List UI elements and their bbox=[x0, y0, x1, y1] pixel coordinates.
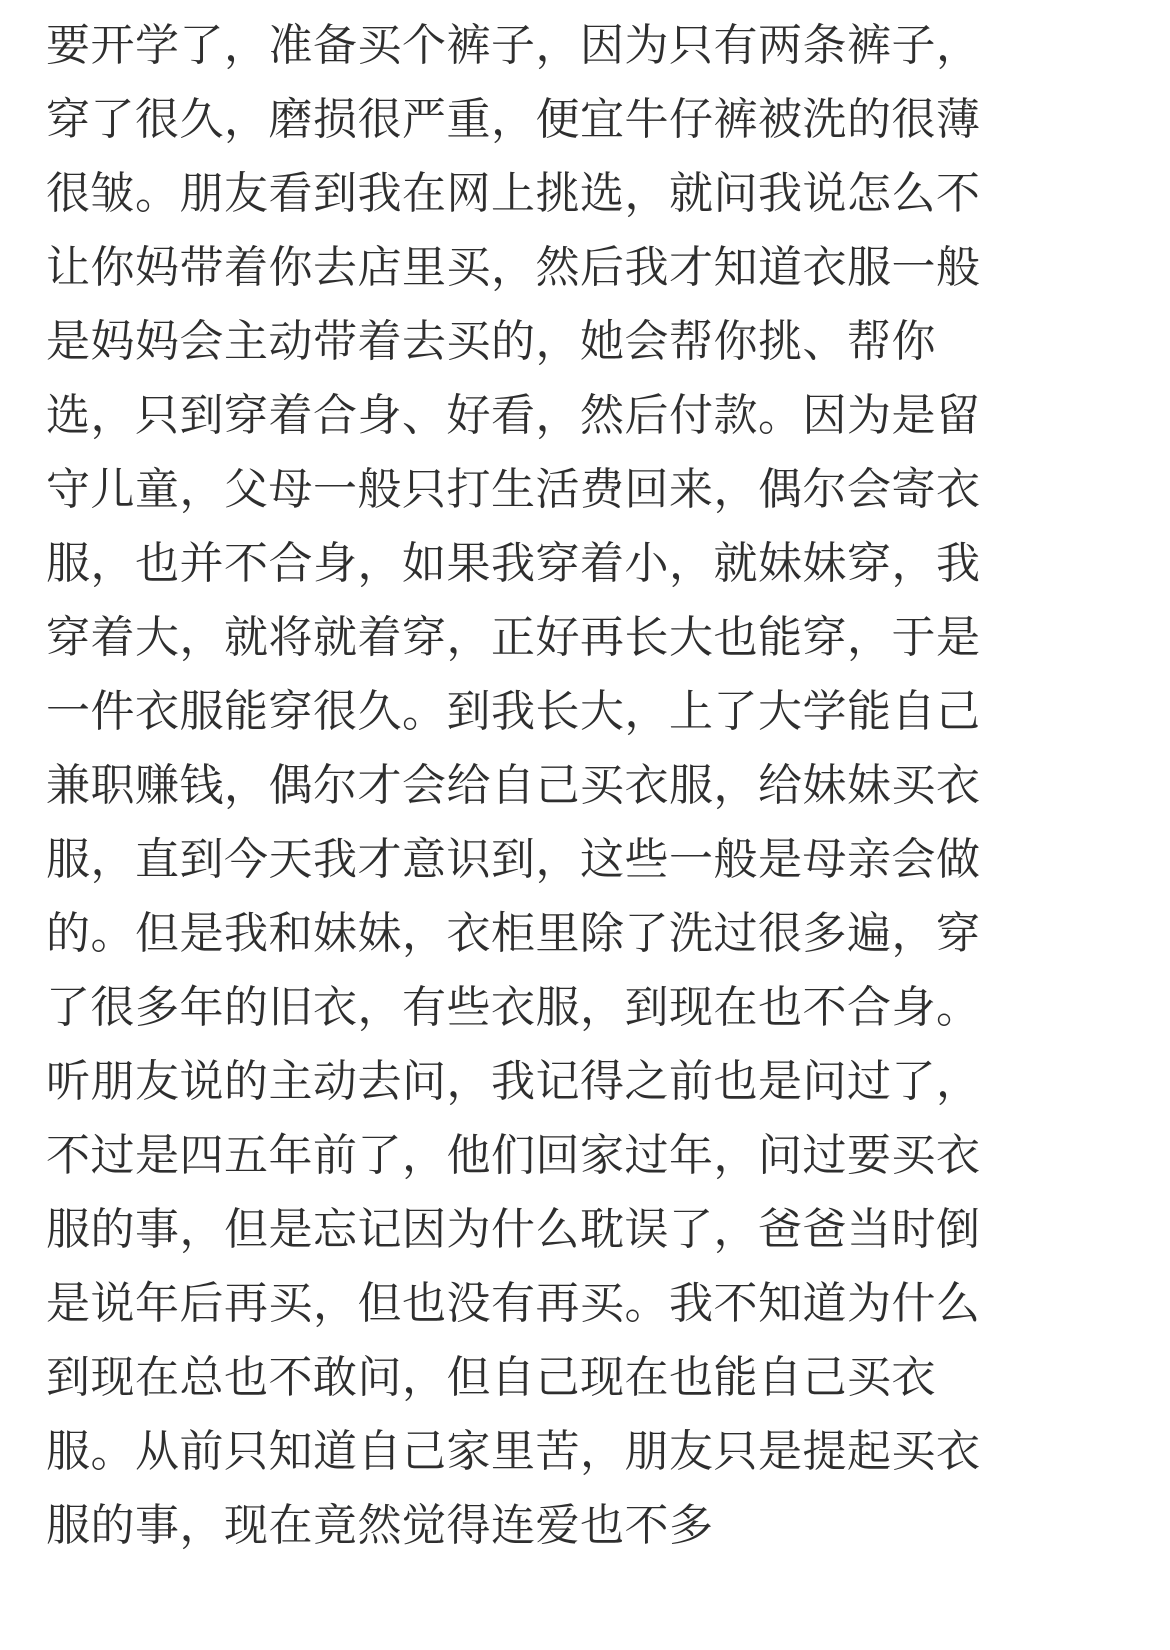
article-line: 服的事，但是忘记因为什么耽误了，爸爸当时倒 bbox=[46, 1204, 981, 1255]
article-line: 选，只到穿着合身、好看，然后付款。因为是留 bbox=[46, 390, 981, 441]
article-line: 是妈妈会主动带着去买的，她会帮你挑、帮你 bbox=[46, 316, 936, 367]
article-line: 让你妈带着你去店里买，然后我才知道衣服一般 bbox=[46, 242, 981, 293]
article-line: 服的事，现在竟然觉得连爱也不多 bbox=[46, 1500, 714, 1551]
article-line: 服，也并不合身，如果我穿着小，就妹妹穿，我 bbox=[46, 538, 981, 589]
article-line: 服，直到今天我才意识到，这些一般是母亲会做 bbox=[46, 834, 981, 885]
article-line: 了很多年的旧衣，有些衣服，到现在也不合身。 bbox=[46, 982, 981, 1033]
article-text bbox=[46, 0, 1136, 1563]
article-line: 到现在总也不敢问，但自己现在也能自己买衣 bbox=[46, 1352, 936, 1403]
article-line: 穿了很久，磨损很严重，便宜牛仔裤被洗的很薄 bbox=[46, 94, 981, 145]
article-line: 不过是四五年前了，他们回家过年，问过要买衣 bbox=[46, 1130, 981, 1181]
watermark-fade bbox=[750, 1588, 1080, 1642]
article-line: 听朋友说的主动去问，我记得之前也是问过了， bbox=[46, 1056, 981, 1107]
article-line: 服。从前只知道自己家里苦，朋友只是提起买衣 bbox=[46, 1426, 981, 1477]
article-line: 穿着大，就将就着穿，正好再长大也能穿，于是 bbox=[46, 612, 981, 663]
article-line: 很皱。朋友看到我在网上挑选，就问我说怎么不 bbox=[46, 168, 981, 219]
article-line: 一件衣服能穿很久。到我长大，上了大学能自己 bbox=[46, 686, 981, 737]
article-line: 是说年后再买，但也没有再买。我不知道为什么 bbox=[46, 1278, 981, 1329]
article-line: 要开学了，准备买个裤子，因为只有两条裤子， bbox=[46, 20, 981, 71]
article-line: 守儿童，父母一般只打生活费回来，偶尔会寄衣 bbox=[46, 464, 981, 515]
article-line: 兼职赚钱，偶尔才会给自己买衣服，给妹妹买衣 bbox=[46, 760, 981, 811]
article-line: 的。但是我和妹妹，衣柜里除了洗过很多遍，穿 bbox=[46, 908, 981, 959]
